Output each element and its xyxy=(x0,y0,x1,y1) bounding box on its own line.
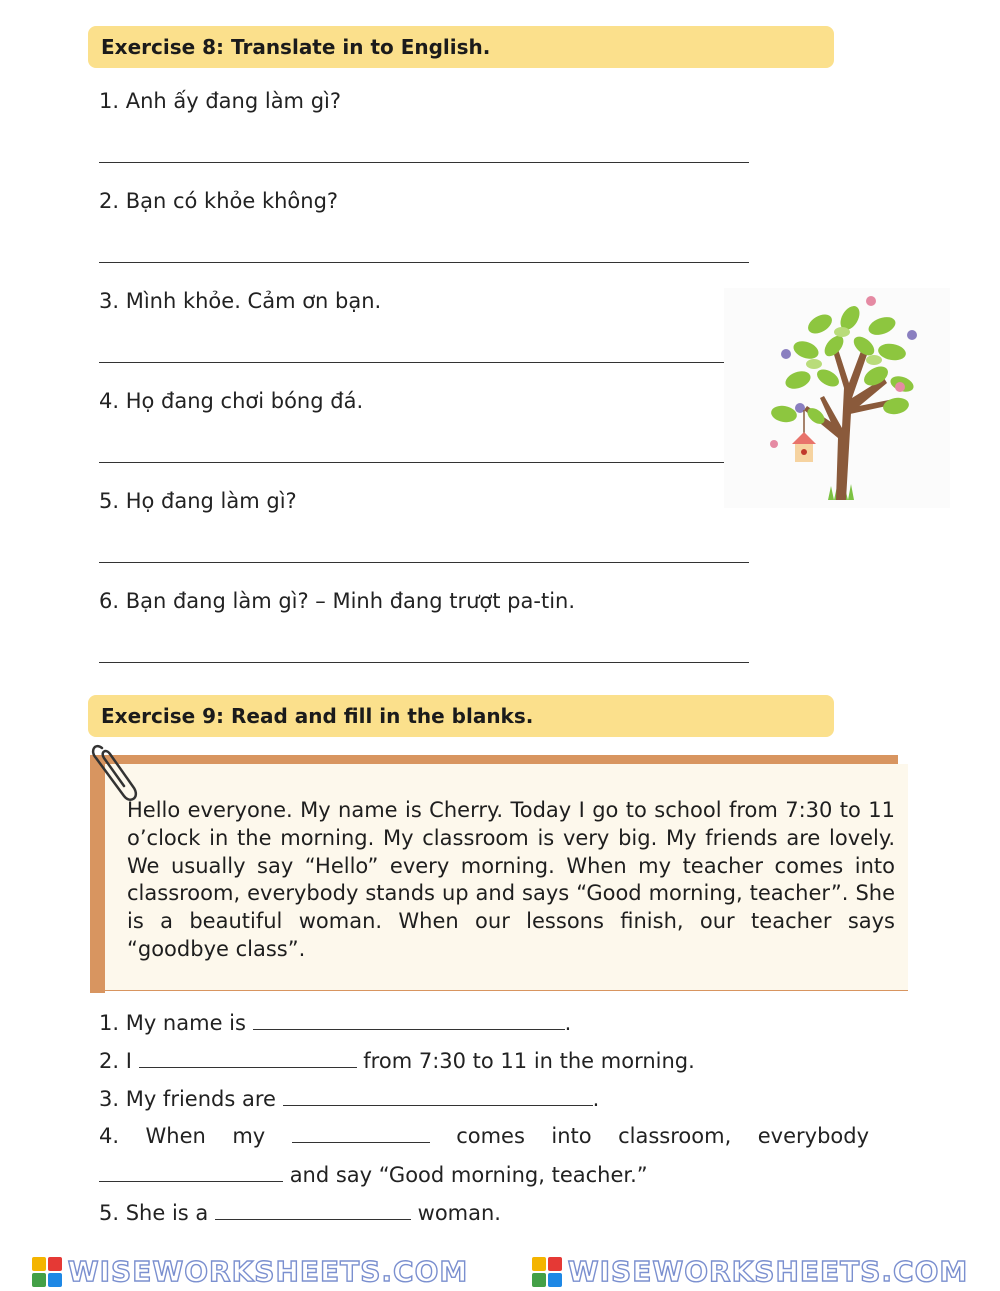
reading-passage: Hello everyone. My name is Cherry. Today I go to school from 7:30 to 11 o’clock in the morning. My classroom is very big. My friends are lovely. We usually say “Hello” every morning. When my teacher comes into classroom, everybody stands up and says “Good morning, teacher”. She is a beautiful woman. When our lessons finish, our teacher says “goodbye class”. xyxy=(127,798,895,961)
ex9-item-1 xyxy=(99,1011,571,1035)
tree-illustration xyxy=(724,288,950,508)
item-3-blank[interactable] xyxy=(283,1087,593,1106)
watermark-text: WISEWORKSHEETS.COM xyxy=(567,1255,969,1288)
item-4-word: 4. xyxy=(99,1124,120,1148)
item-4-word: everybody xyxy=(757,1124,869,1148)
ex8-question-4: 4. Họ đang chơi bóng đá. xyxy=(99,389,364,413)
ex8-answer-line-4[interactable] xyxy=(99,462,749,463)
ex8-question-5: 5. Họ đang làm gì? xyxy=(99,489,297,513)
ex8-answer-line-6[interactable] xyxy=(99,662,749,663)
item-4-blank-2[interactable] xyxy=(99,1163,283,1182)
watermark-item xyxy=(32,1255,469,1288)
watermark-logo-icon xyxy=(32,1257,62,1287)
ex8-answer-line-5[interactable] xyxy=(99,562,749,563)
item-4-word: my xyxy=(232,1124,266,1148)
watermark-item xyxy=(532,1255,969,1288)
item-1-end: . xyxy=(564,1011,572,1035)
ex9-item-3 xyxy=(99,1087,599,1111)
item-4-blank-1[interactable] xyxy=(292,1124,430,1143)
watermark-banner xyxy=(0,1252,1000,1291)
item-5-blank[interactable] xyxy=(215,1201,411,1220)
ex9-item-4-line-1 xyxy=(99,1124,869,1148)
ex8-answer-line-1[interactable] xyxy=(99,162,749,163)
ex8-answer-line-3[interactable] xyxy=(99,362,749,363)
exercise-9-header: Exercise 9: Read and fill in the blanks. xyxy=(88,695,834,737)
item-2-end: from 7:30 to 11 in the morning. xyxy=(363,1049,695,1073)
item-5-text: 5. She is a xyxy=(99,1201,209,1225)
exercise-8-header: Exercise 8: Translate in to English. xyxy=(88,26,834,68)
item-2-blank[interactable] xyxy=(139,1049,357,1068)
ex9-item-5 xyxy=(99,1201,501,1225)
item-3-end: . xyxy=(592,1087,600,1111)
item-1-text: 1. My name is xyxy=(99,1011,246,1035)
item-4-word: classroom, xyxy=(618,1124,732,1148)
paperclip-icon xyxy=(88,738,148,808)
item-4-word: into xyxy=(551,1124,592,1148)
watermark-text: WISEWORKSHEETS.COM xyxy=(67,1255,469,1288)
ex8-question-3: 3. Mình khỏe. Cảm ơn bạn. xyxy=(99,289,382,313)
ex9-item-2 xyxy=(99,1049,695,1073)
ex8-answer-line-2[interactable] xyxy=(99,262,749,263)
item-4-word: comes xyxy=(456,1124,525,1148)
ex8-question-6: 6. Bạn đang làm gì? – Minh đang trượt pa-tin. xyxy=(99,589,576,613)
ex8-question-2: 2. Bạn có khỏe không? xyxy=(99,189,339,213)
reading-passage-card xyxy=(90,755,898,993)
passage-top-border xyxy=(90,755,898,764)
item-3-text: 3. My friends are xyxy=(99,1087,276,1111)
ex8-question-1: 1. Anh ấy đang làm gì? xyxy=(99,89,342,113)
item-4-line-2-text: and say “Good morning, teacher.” xyxy=(289,1163,648,1187)
watermark-logo-icon xyxy=(532,1257,562,1287)
item-2-text: 2. I xyxy=(99,1049,132,1073)
item-5-end: woman. xyxy=(417,1201,501,1225)
item-4-word: When xyxy=(145,1124,206,1148)
ex9-item-4-line-2 xyxy=(99,1163,648,1187)
item-1-blank[interactable] xyxy=(253,1011,565,1030)
